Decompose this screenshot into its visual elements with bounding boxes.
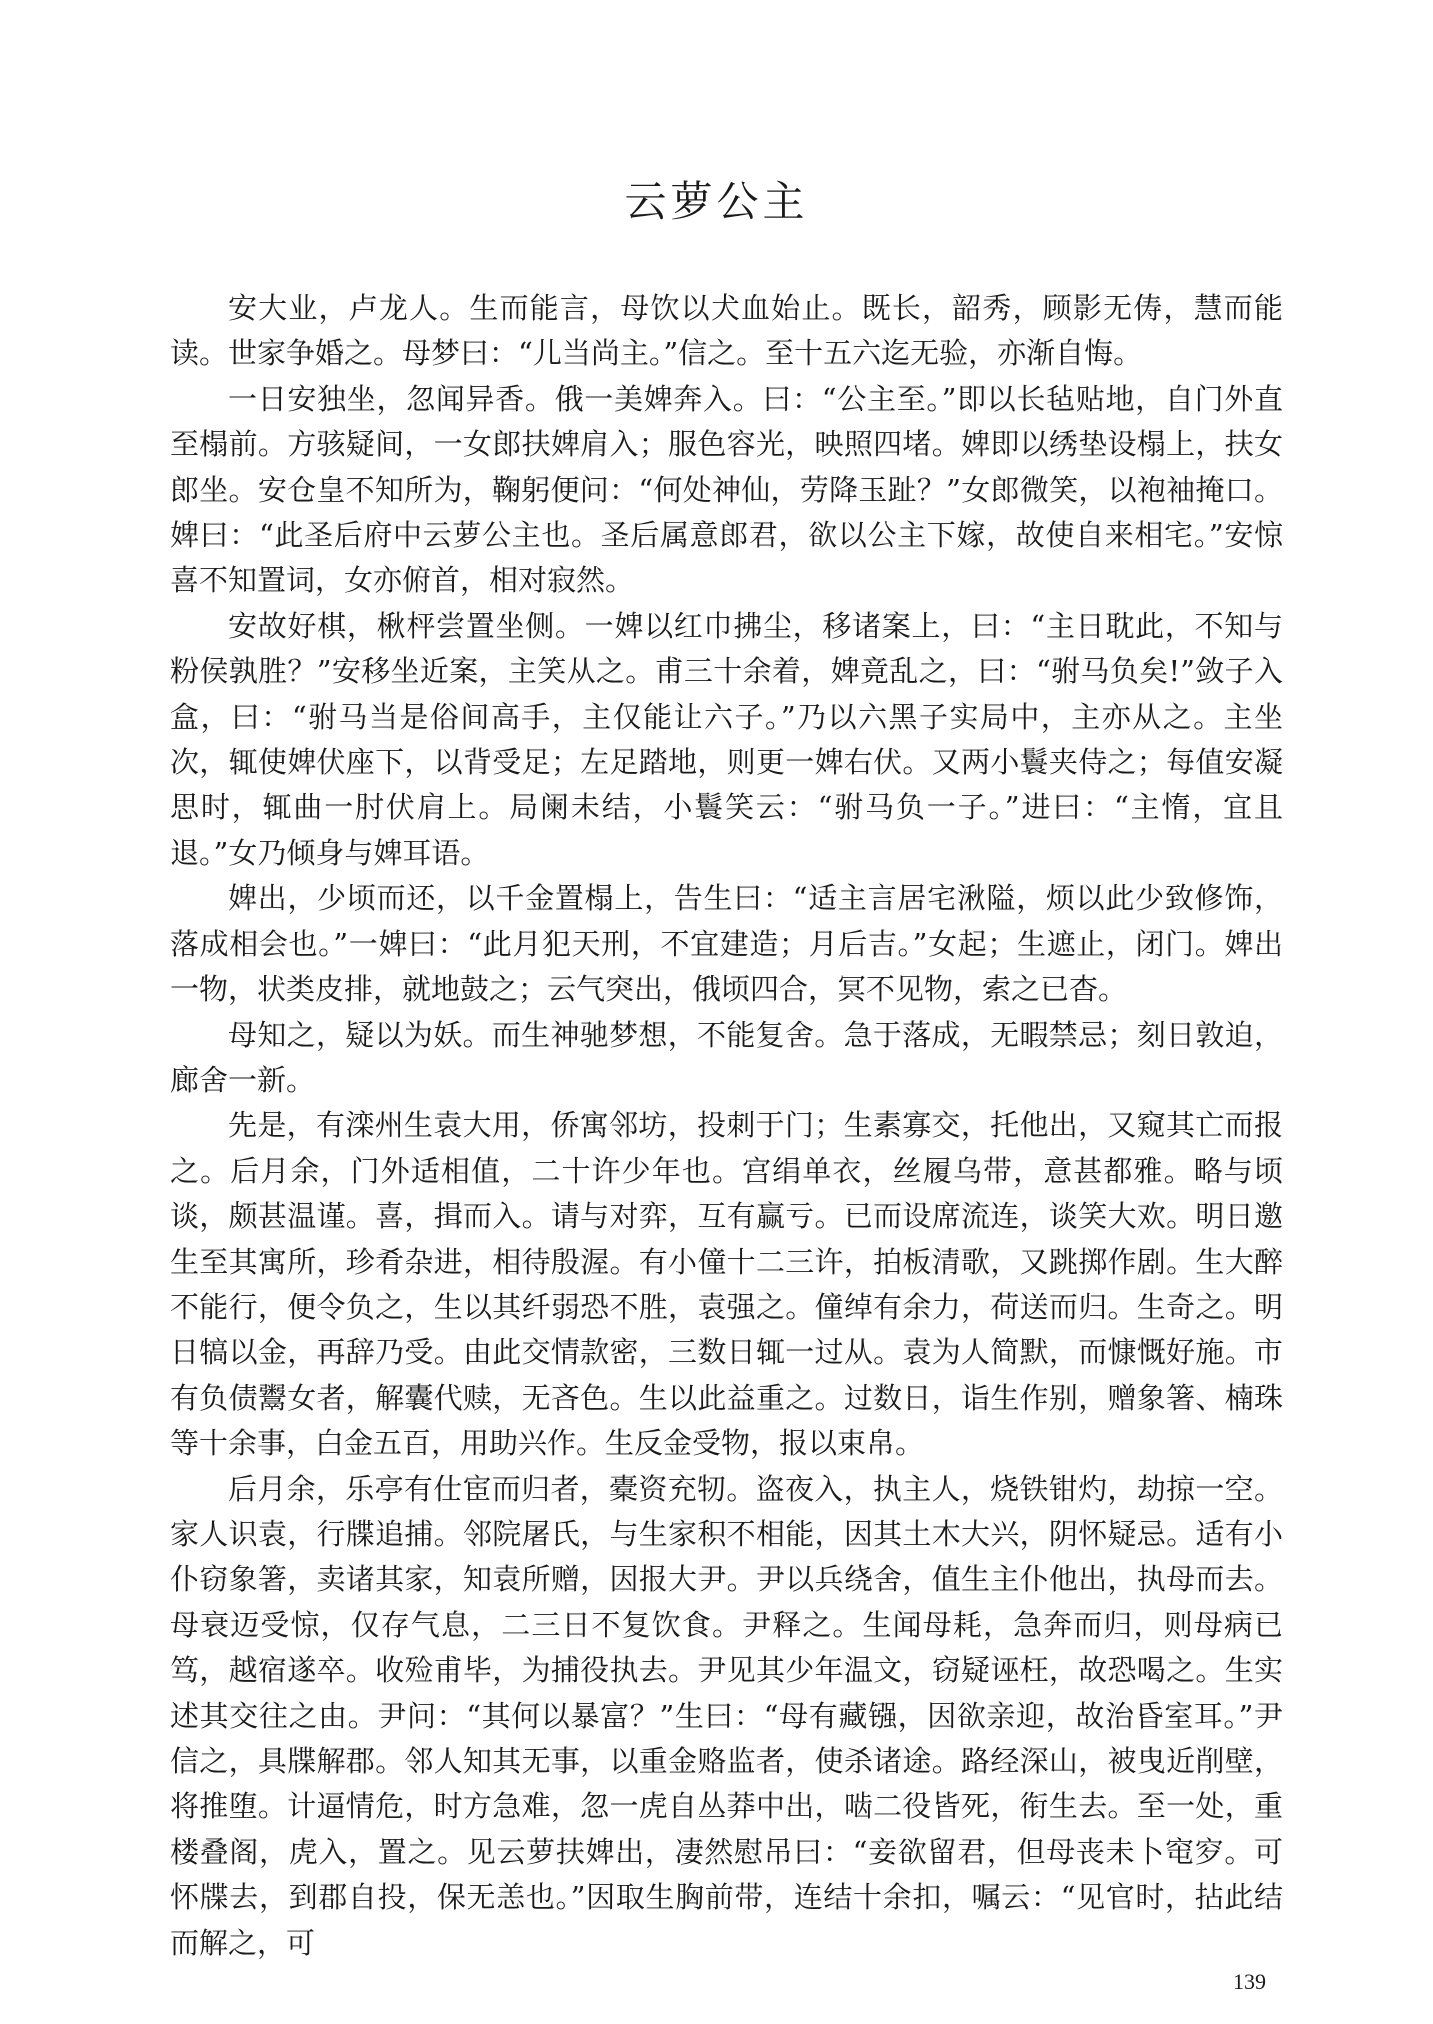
paragraph: 后月余，乐亭有仕宦而归者，橐资充牣。盗夜入，执主人，烧铁钳灼，劫掠一空。家人识袁，行牒追捕。邻院屠氏，与生家积不相能，因其土木大兴，阴怀疑忌。适有小仆窃象箸，卖诸其家，知袁所赠，因报大尹。尹以兵绕舍，值生主仆他出，执母而去。母衰迈受惊，仅存气息，二三日不复饮食。尹释之。生闻母耗，急奔而归，则母病已笃，越宿遂卒。收殓甫毕，为捕役执去。尹见其少年温文，窃疑诬枉，故恐喝之。生实述其交往之由。尹问：“其何以暴富？”生曰：“母有藏镪，因欲亲迎，故治昏室耳。”尹信之，具牒解郡。邻人知其无事，以重金赂监者，使杀诸途。路经深山，被曳近削壁，将推堕。计逼情危，时方急难，忽一虎自丛莽中出，啮二役皆死，衔生去。至一处，重楼叠阁，虎入，置之。见云萝扶婢出，凄然慰吊曰：“妾欲留君，但母丧未卜窀穸。可怀牒去，到郡自投，保无恙也。”因取生胸前带，连结十余扣，嘱云：“见官时，拈此结而解之，可: [170, 1471, 1283, 1960]
paragraph: 一日安独坐，忽闻异香。俄一美婢奔入。曰：“公主至。”即以长毡贴地，自门外直至榻前。方骇疑间，一女郎扶婢肩入；服色容光，映照四堵。婢即以绣垫设榻上，扶女郎坐。安仓皇不知所为，鞠躬便问：“何处神仙，劳降玉趾？”女郎微笑，以袍袖掩口。婢曰：“此圣后府中云萝公主也。圣后属意郎君，欲以公主下嫁，故使自来相宅。”安惊喜不知置词，女亦俯首，相对寂然。: [170, 381, 1283, 598]
paragraph: 母知之，疑以为妖。而生神驰梦想，不能复舍。急于落成，无暇禁忌；刻日敦迫，廊舍一新。: [170, 1017, 1283, 1097]
paragraph: 安大业，卢龙人。生而能言，母饮以犬血始止。既长，韶秀，顾影无俦，慧而能读。世家争婚之。母梦曰：“儿当尚主。”信之。至十五六迄无验，亦渐自悔。: [170, 291, 1283, 371]
paragraph: 安故好棋，楸枰尝置坐侧。一婢以红巾拂尘，移诸案上，曰：“主日耽此，不知与粉侯孰胜？”安移坐近案，主笑从之。甫三十余着，婢竟乱之，曰：“驸马负矣!”敛子入盒，曰：“驸马当是俗间高手，主仅能让六子。”乃以六黑子实局中，主亦从之。主坐次，辄使婢伏座下，以背受足；左足踏地，则更一婢右伏。又两小鬟夹侍之；每值安凝思时，辄曲一肘伏肩上。局阑未结，小鬟笑云：“驸马负一子。”进曰：“主惰，宜且退。”女乃倾身与婢耳语。: [170, 608, 1283, 870]
paragraph: 婢出，少顷而还，以千金置榻上，告生曰：“适主言居宅湫隘，烦以此少致修饰，落成相会也。”一婢曰：“此月犯天刑，不宜建造；月后吉。”女起；生遮止，闭门。婢出一物，状类皮排，就地鼓之；云气突出，俄顷四合，冥不见物，索之已杳。: [170, 881, 1283, 1007]
body-text: [170, 286, 1283, 1966]
page-number: 139: [1233, 1969, 1266, 1994]
paragraph: 先是，有滦州生袁大用，侨寓邻坊，投刺于门；生素寡交，托他出，又窥其亡而报之。后月余，门外适相值，二十许少年也。宫绢单衣，丝履乌带，意甚都雅。略与顷谈，颇甚温谨。喜，揖而入。请与对弈，互有赢亏。已而设席流连，谈笑大欢。明日邀生至其寓所，珍肴杂进，相待殷渥。有小僮十二三许，拍板清歌，又跳掷作剧。生大醉不能行，便令负之，生以其纤弱恐不胜，袁强之。僮绰有余力，荷送而归。生奇之。明日犒以金，再辞乃受。由此交情款密，三数日辄一过从。袁为人简默，而慷慨好施。市有负债鬻女者，解囊代赎，无吝色。生以此益重之。过数日，诣生作别，赠象箸、楠珠等十余事，白金五百，用助兴作。生反金受物，报以束帛。: [170, 1108, 1283, 1461]
page-title: 云萝公主: [624, 177, 809, 226]
